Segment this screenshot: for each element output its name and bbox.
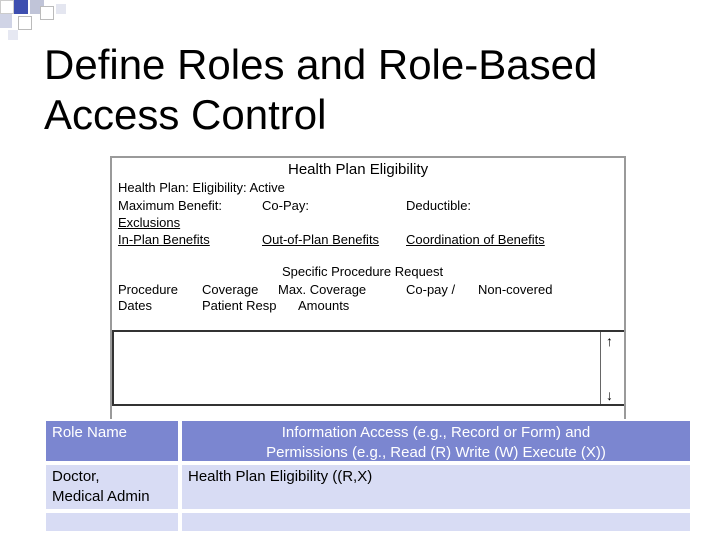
- results-scrollbar[interactable]: [600, 332, 624, 404]
- noncovered-column-label: Non-covered: [478, 282, 553, 297]
- title-line-2: Access Control: [44, 91, 327, 138]
- deco-square: [56, 4, 66, 14]
- title-line-1: Define Roles and Role-Based: [44, 41, 598, 88]
- eligibility-heading: Health Plan Eligibility: [288, 161, 429, 178]
- coordination-of-benefits-link[interactable]: Coordination of Benefits: [406, 232, 545, 247]
- eligibility-form: [110, 156, 626, 438]
- header-role-name-label: Role Name: [52, 424, 128, 441]
- role-line-2: Medical Admin: [52, 488, 150, 505]
- coverage-column-label: Coverage: [202, 282, 259, 297]
- procedure-request-heading: Specific Procedure Request: [282, 264, 444, 279]
- header-access-line-2: Permissions (e.g., Read (R) Write (W) Execute (X)): [266, 444, 606, 461]
- empty-role-cell: [44, 511, 180, 533]
- plan-status-line: Health Plan: Eligibility: Active: [118, 180, 285, 195]
- empty-access-cell: [180, 511, 692, 533]
- copay-label: Co-Pay:: [262, 198, 309, 213]
- header-role-name: [44, 419, 180, 463]
- deductible-label: Deductible:: [406, 198, 472, 213]
- deco-square: [18, 16, 32, 30]
- dates-column-label: Dates: [118, 298, 152, 313]
- procedure-results-list[interactable]: [112, 330, 624, 406]
- amounts-column-label: Amounts: [298, 298, 350, 313]
- deco-square: [8, 30, 18, 40]
- out-of-plan-benefits-link[interactable]: Out-of-Plan Benefits: [262, 232, 380, 247]
- max-benefit-label: Maximum Benefit:: [118, 198, 223, 213]
- deco-square: [0, 14, 12, 28]
- header-access-line-1: Information Access (e.g., Record or Form) and: [281, 424, 591, 441]
- row-role-cell: [44, 463, 180, 511]
- patient-resp-column-label: Patient Resp: [202, 298, 277, 313]
- scroll-down-arrow-icon[interactable]: ↓: [606, 387, 613, 403]
- row-access-cell: [180, 463, 692, 511]
- header-information-access: [180, 419, 692, 463]
- exclusions-link[interactable]: Exclusions: [118, 215, 181, 230]
- deco-square: [40, 6, 54, 20]
- access-value: Health Plan Eligibility ((R,X): [188, 468, 373, 485]
- copay-column-label: Co-pay /: [406, 282, 456, 297]
- page-title: [44, 40, 597, 140]
- deco-square: [0, 0, 14, 14]
- max-coverage-column-label: Max. Coverage: [278, 282, 367, 297]
- role-line-1: Doctor,: [52, 468, 100, 485]
- scroll-up-arrow-icon[interactable]: ↑: [606, 333, 613, 349]
- deco-square: [14, 0, 28, 14]
- procedure-column-label: Procedure: [118, 282, 178, 297]
- in-plan-benefits-link[interactable]: In-Plan Benefits: [118, 232, 210, 247]
